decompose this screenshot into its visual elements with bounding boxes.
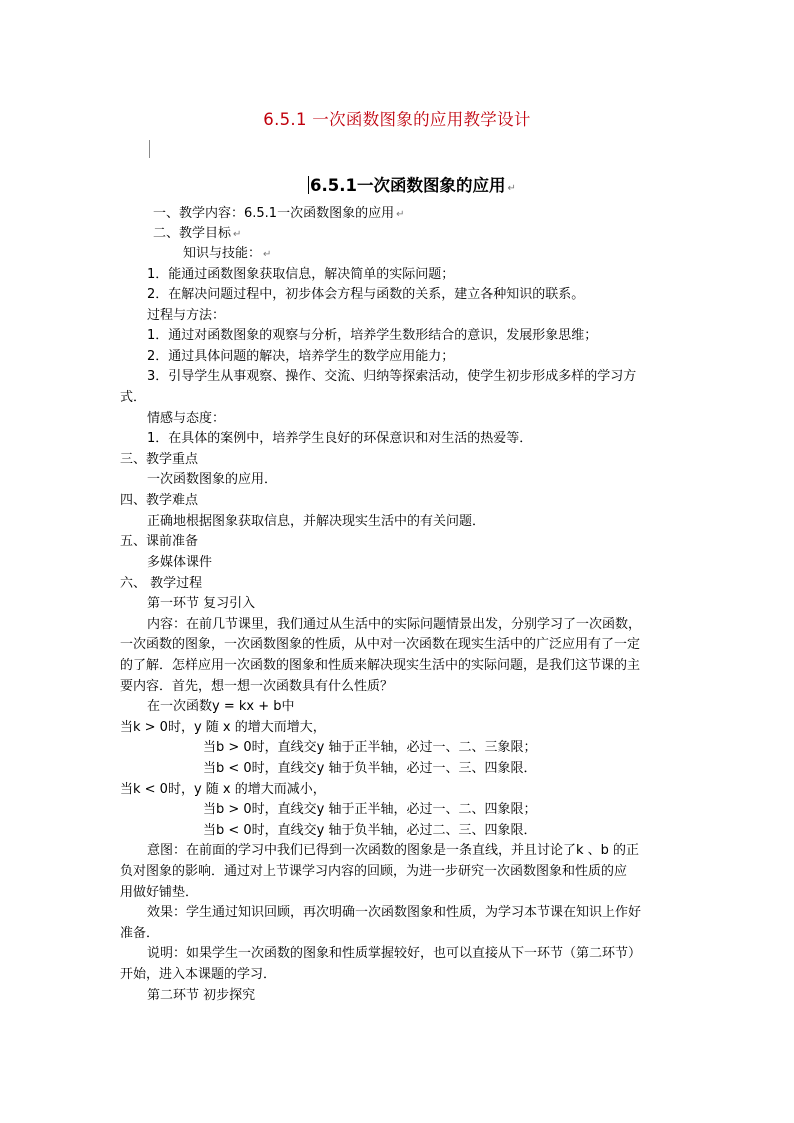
- text-line: 第二环节 初步探究: [147, 988, 256, 1003]
- text-line: 当b > 0时，直线交y 轴于正半轴，必过一、二、四象限；: [203, 802, 537, 817]
- paragraph-mark-icon: ↵: [233, 229, 242, 240]
- text-caret: [308, 176, 309, 194]
- text-line: 六、 教学过程: [120, 576, 203, 591]
- text-line: 要内容．首先，想一想一次函数具有什么性质？: [120, 679, 394, 694]
- text-line: 3．引导学生从事观察、操作、交流、归纳等探索活动，使学生初步形成多样的学习方: [147, 369, 637, 384]
- text-line: 情感与态度：: [147, 411, 226, 426]
- text-line: 当b < 0时，直线交y 轴于负半轴，必过二、三、四象限．: [203, 823, 537, 838]
- text-line: 二、教学目标 ↵: [153, 226, 242, 241]
- text-line: 当k > 0时，y 随 x 的增大而增大，: [120, 720, 326, 735]
- text-line: 在一次函数y = kx + b中: [147, 699, 295, 714]
- text-line: 2．在解决问题过程中，初步体会方程与函数的关系，建立各种知识的联系。: [147, 287, 585, 302]
- text-line: 1．通过对函数图象的观察与分析，培养学生数形结合的意识，发展形象思维；: [147, 328, 598, 343]
- text-line: 三、教学重点: [120, 452, 199, 467]
- text-line: 准备．: [120, 926, 160, 941]
- subtitle-text: 6.5.1一次函数图象的应用: [310, 176, 506, 195]
- text-line: 的了解．怎样应用一次函数的图象和性质来解决现实生活中的实际问题，是我们这节课的主: [120, 658, 641, 673]
- text-line: 一次函数图象的应用．: [147, 472, 278, 487]
- text-line: 2．通过具体问题的解决，培养学生的数学应用能力；: [147, 349, 455, 364]
- document-title: 6.5.1 一次函数图象的应用教学设计: [263, 110, 531, 129]
- text-line: 当k < 0时，y 随 x 的增大而减小，: [120, 782, 326, 797]
- text-line: 当b > 0时，直线交y 轴于正半轴，必过一、二、三象限；: [203, 740, 537, 755]
- text-line: 一次函数的图象，一次函数图象的性质，从中对一次函数在现实生活中的广泛应用有了一定: [120, 637, 641, 652]
- text-line: 一、教学内容：6.5.1一次函数图象的应用 ↵: [153, 206, 405, 221]
- paragraph-mark-icon: ↵: [263, 249, 272, 260]
- text-line: 当b < 0时，直线交y 轴于负半轴，必过一、三、四象限．: [203, 761, 537, 776]
- paragraph-mark-icon: ↵: [396, 209, 405, 220]
- text-line: 负对图象的影响．通过对上节课学习内容的回顾，为进一步研究一次函数图象和性质的应: [120, 864, 628, 879]
- text-line: 过程与方法：: [147, 308, 226, 323]
- text-line: 内容：在前几节课里，我们通过从生活中的实际问题情景出发，分别学习了一次函数，: [147, 617, 642, 632]
- text-line: 多媒体课件: [147, 555, 213, 570]
- text-line: 说明：如果学生一次函数的图象和性质掌握较好，也可以直接从下一环节（第二环节）: [147, 946, 642, 961]
- text-line: 用做好铺垫．: [120, 885, 199, 900]
- text-line: 第一环节 复习引入: [147, 596, 256, 611]
- text-line: 1．能通过函数图象获取信息，解决简单的实际问题；: [147, 267, 455, 282]
- text-line: 效果：学生通过知识回顾，再次明确一次函数图象和性质，为学习本节课在知识上作好: [147, 905, 642, 920]
- text-line: 式．: [120, 390, 147, 405]
- text-line: 1．在具体的案例中，培养学生良好的环保意识和对生活的热爱等．: [147, 431, 533, 446]
- text-line: 五、课前准备: [120, 534, 199, 549]
- text-line: 四、教学难点: [120, 493, 199, 508]
- document-subtitle: [308, 172, 516, 196]
- text-line: 开始，进入本课题的学习．: [120, 967, 277, 982]
- paragraph-mark-icon: ↵: [507, 183, 516, 194]
- text-line: 意图：在前面的学习中我们已得到一次函数的图象是一条直线，并且讨论了k 、b 的正: [147, 843, 640, 858]
- text-line: 知识与技能： ↵: [183, 246, 272, 261]
- text-cursor-mark: [149, 140, 150, 158]
- text-line: 正确地根据图象获取信息，并解决现实生活中的有关问题．: [147, 514, 486, 529]
